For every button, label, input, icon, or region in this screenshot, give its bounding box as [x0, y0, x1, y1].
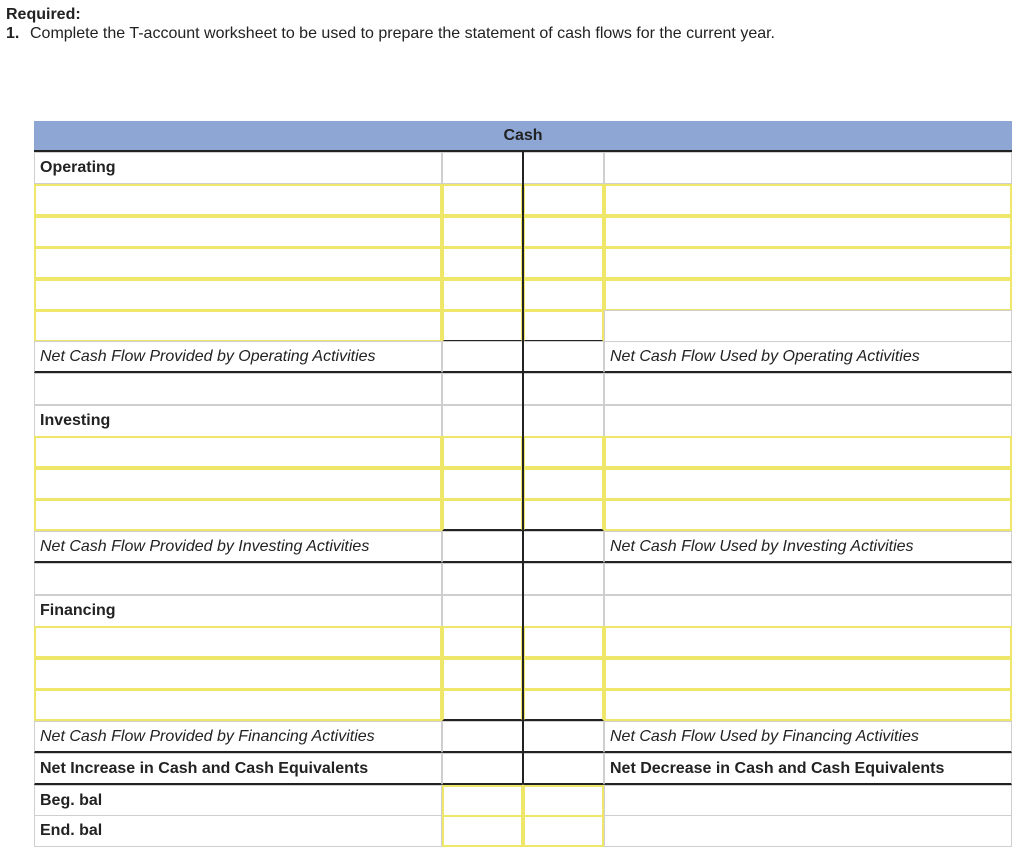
operating-credit-input[interactable]: [523, 216, 604, 248]
operating-credit-input[interactable]: [523, 279, 604, 311]
t-account-divider: [522, 152, 524, 784]
investing-right-label-input[interactable]: [604, 468, 1012, 500]
beg-bal-label: Beg. bal: [34, 785, 442, 817]
investing-debit-input[interactable]: [442, 499, 523, 531]
requirement-item: [6, 24, 846, 43]
financing-credit-input[interactable]: [523, 689, 604, 721]
operating-heading: Operating: [34, 152, 442, 184]
required-heading: Required:: [6, 6, 81, 23]
investing-left-label-input[interactable]: [34, 468, 442, 500]
investing-heading-credit: [523, 405, 604, 437]
financing-left-label-input[interactable]: [34, 658, 442, 690]
operating-right-empty: [604, 310, 1012, 342]
spacer-cell: [604, 563, 1012, 595]
account-title: Cash: [503, 127, 543, 144]
account-header: [34, 121, 1012, 152]
operating-left-label-input[interactable]: [34, 279, 442, 311]
operating-debit-input[interactable]: [442, 310, 523, 342]
investing-debit-input[interactable]: [442, 468, 523, 500]
operating-right-label-input[interactable]: [604, 184, 1012, 216]
operating-left-label-input[interactable]: [34, 216, 442, 248]
financing-debit-input[interactable]: [442, 626, 523, 658]
operating-credit-input[interactable]: [523, 247, 604, 279]
spacer-cell: [604, 373, 1012, 405]
operating-debit-input[interactable]: [442, 279, 523, 311]
beg-bal-credit-input[interactable]: [523, 785, 604, 817]
operating-right-label-input[interactable]: [604, 247, 1012, 279]
investing-heading: Investing: [34, 405, 442, 437]
net-decrease-label: Net Decrease in Cash and Cash Equivalents: [604, 753, 1012, 785]
operating-debit-input[interactable]: [442, 216, 523, 248]
spacer-cell: [34, 373, 442, 405]
financing-heading-credit: [523, 595, 604, 627]
investing-debit-input[interactable]: [442, 436, 523, 468]
financing-right-label-input[interactable]: [604, 658, 1012, 690]
operating-debit-input[interactable]: [442, 247, 523, 279]
end-bal-row: [34, 815, 1012, 847]
net-increase-debit: [442, 753, 523, 785]
investing-net-provided-label: Net Cash Flow Provided by Investing Activities: [34, 531, 442, 563]
spacer-cell: [34, 563, 442, 595]
operating-net-credit: [523, 341, 604, 373]
operating-net-used-label: Net Cash Flow Used by Operating Activities: [604, 341, 1012, 373]
financing-right-label-input[interactable]: [604, 626, 1012, 658]
operating-credit-input[interactable]: [523, 184, 604, 216]
investing-left-label-input[interactable]: [34, 436, 442, 468]
requirement-number: 1.: [6, 25, 20, 42]
operating-left-label-input[interactable]: [34, 247, 442, 279]
investing-credit-input[interactable]: [523, 499, 604, 531]
financing-right-label-input[interactable]: [604, 689, 1012, 721]
instructions: [6, 5, 846, 43]
financing-heading: Financing: [34, 595, 442, 627]
investing-left-label-input[interactable]: [34, 499, 442, 531]
operating-credit-input[interactable]: [523, 310, 604, 342]
investing-heading-debit: [442, 405, 523, 437]
end-bal-right: [604, 815, 1012, 847]
operating-heading-credit: [523, 152, 604, 184]
end-bal-credit-input[interactable]: [523, 815, 604, 847]
beg-bal-row: [34, 785, 1012, 817]
financing-net-credit: [523, 721, 604, 753]
operating-right-label-input[interactable]: [604, 216, 1012, 248]
investing-net-debit: [442, 531, 523, 563]
financing-net-provided-label: Net Cash Flow Provided by Financing Activities: [34, 721, 442, 753]
financing-heading-debit: [442, 595, 523, 627]
investing-net-credit: [523, 531, 604, 563]
operating-debit-input[interactable]: [442, 184, 523, 216]
investing-credit-input[interactable]: [523, 468, 604, 500]
operating-left-label-input[interactable]: [34, 184, 442, 216]
financing-net-used-label: Net Cash Flow Used by Financing Activities: [604, 721, 1012, 753]
investing-right-label-input[interactable]: [604, 436, 1012, 468]
financing-debit-input[interactable]: [442, 658, 523, 690]
financing-heading-right: [604, 595, 1012, 627]
investing-net-used-label: Net Cash Flow Used by Investing Activities: [604, 531, 1012, 563]
requirement-text: Complete the T-account worksheet to be used to prepare the statement of cash flows for the current year.: [30, 25, 775, 42]
operating-net-provided-label: Net Cash Flow Provided by Operating Activities: [34, 341, 442, 373]
financing-credit-input[interactable]: [523, 626, 604, 658]
investing-right-label-input[interactable]: [604, 499, 1012, 531]
operating-heading-right: [604, 152, 1012, 184]
operating-net-debit: [442, 341, 523, 373]
spacer-cell: [442, 563, 523, 595]
financing-left-label-input[interactable]: [34, 626, 442, 658]
net-increase-label: Net Increase in Cash and Cash Equivalents: [34, 753, 442, 785]
financing-left-label-input[interactable]: [34, 689, 442, 721]
end-bal-debit-input[interactable]: [442, 815, 523, 847]
investing-heading-right: [604, 405, 1012, 437]
beg-bal-debit-input[interactable]: [442, 785, 523, 817]
end-bal-label: End. bal: [34, 815, 442, 847]
operating-right-label-input[interactable]: [604, 279, 1012, 311]
operating-left-label-input[interactable]: [34, 310, 442, 342]
operating-heading-debit: [442, 152, 523, 184]
investing-credit-input[interactable]: [523, 436, 604, 468]
financing-credit-input[interactable]: [523, 658, 604, 690]
financing-net-debit: [442, 721, 523, 753]
spacer-cell: [523, 373, 604, 405]
t-account-worksheet: [34, 121, 1012, 847]
spacer-cell: [442, 373, 523, 405]
beg-bal-right: [604, 785, 1012, 817]
spacer-cell: [523, 563, 604, 595]
net-increase-credit: [523, 753, 604, 785]
financing-debit-input[interactable]: [442, 689, 523, 721]
